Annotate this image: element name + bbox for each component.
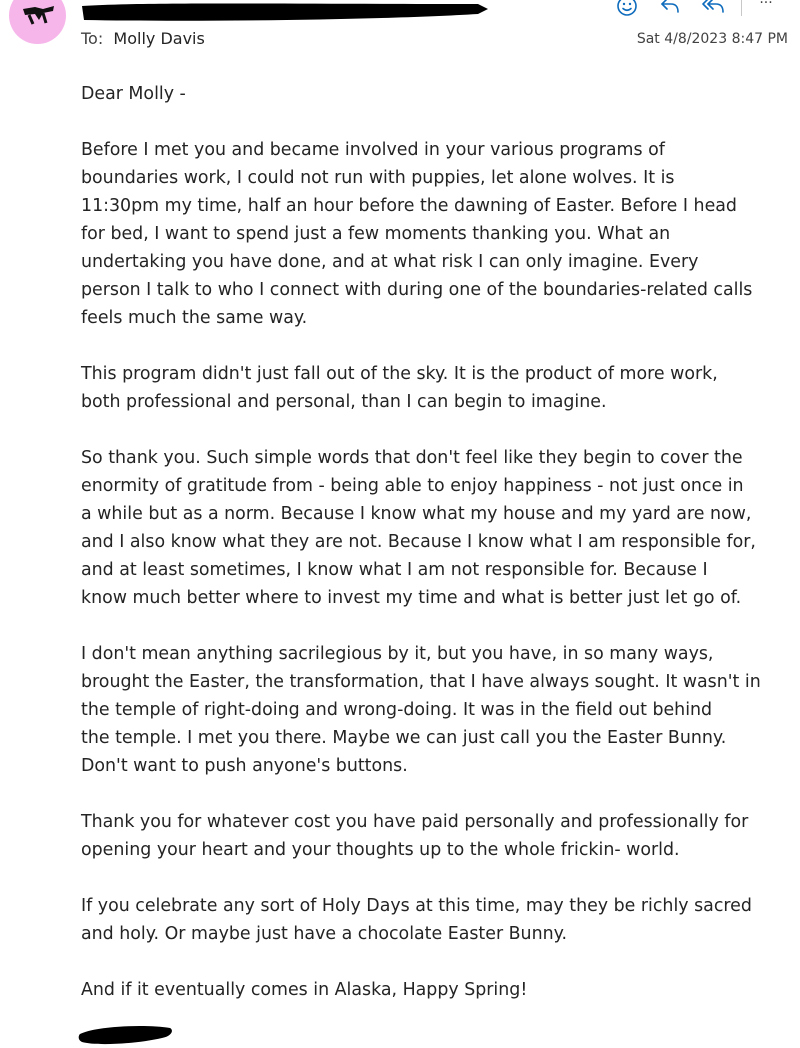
reply-all-icon — [700, 0, 726, 18]
message-body — [81, 80, 787, 1004]
reply-all-button[interactable] — [698, 0, 728, 18]
more-options-button[interactable] — [754, 0, 778, 16]
recipient-name[interactable]: Molly Davis — [113, 29, 205, 48]
message-header — [0, 0, 800, 60]
to-line — [81, 29, 205, 48]
sender-avatar[interactable] — [9, 0, 66, 44]
body-paragraph: Before I met you and became involved in your various programs of boundaries work, I could not run with puppies, let alone wolves. It is 11:30pm my time, half an hour before the dawning of Easter. Before I head for bed, I want to spend just a few moments thanking you. What an undertaking you have done, and at what risk I can only imagine. Every person I talk to who I connect with during one of the boundaries-related calls feels much the same way. — [81, 140, 753, 328]
reply-button[interactable] — [655, 0, 685, 18]
greeting: Dear Molly - — [81, 84, 186, 104]
body-paragraph: If you celebrate any sort of Holy Days at this time, may they be richly sacred and holy. Or maybe just have a chocolate Easter Bunny. — [81, 896, 752, 944]
body-paragraph: This program didn't just fall out of the sky. It is the product of more work, both professional and personal, than I can begin to imagine. — [81, 364, 718, 412]
body-paragraph: So thank you. Such simple words that don't feel like they begin to cover the enormity of gratitude from - being able to enjoy happiness - not just once in a while but as a norm. Because I know what my house and my yard are now, and I also know what they are not. Because I know what I am responsible for, and at least sometimes, I know what I am not responsible for. Because I know much better where to invest my time and what is better just let go of. — [81, 448, 756, 608]
emoji-icon — [615, 0, 639, 18]
more-options-icon: ··· — [759, 0, 773, 11]
to-label: To: — [81, 29, 104, 48]
redacted-sender — [80, 0, 492, 24]
body-paragraph: Thank you for whatever cost you have paid personally and professionally for opening your heart and your thoughts up to the whole frickin- world. — [81, 812, 749, 860]
avatar-logo-icon — [9, 0, 66, 44]
reply-icon — [658, 0, 682, 18]
message-date: Sat 4/8/2023 8:47 PM — [636, 31, 788, 47]
emoji-reaction-button[interactable] — [612, 0, 642, 18]
toolbar-divider — [741, 0, 742, 16]
message-actions — [612, 0, 778, 18]
redacted-signature — [76, 1020, 176, 1048]
body-paragraph: And if it eventually comes in Alaska, Happy Spring! — [81, 980, 528, 1000]
body-paragraph: I don't mean anything sacrilegious by it, but you have, in so many ways, brought the Easter, the transformation, that I have always sought. It wasn't in the temple of right-doing and wrong-doing. It was in the field out behind the temple. I met you there. Maybe we can just call you the Easter Bunny. Don't want to push anyone's buttons. — [81, 644, 761, 776]
